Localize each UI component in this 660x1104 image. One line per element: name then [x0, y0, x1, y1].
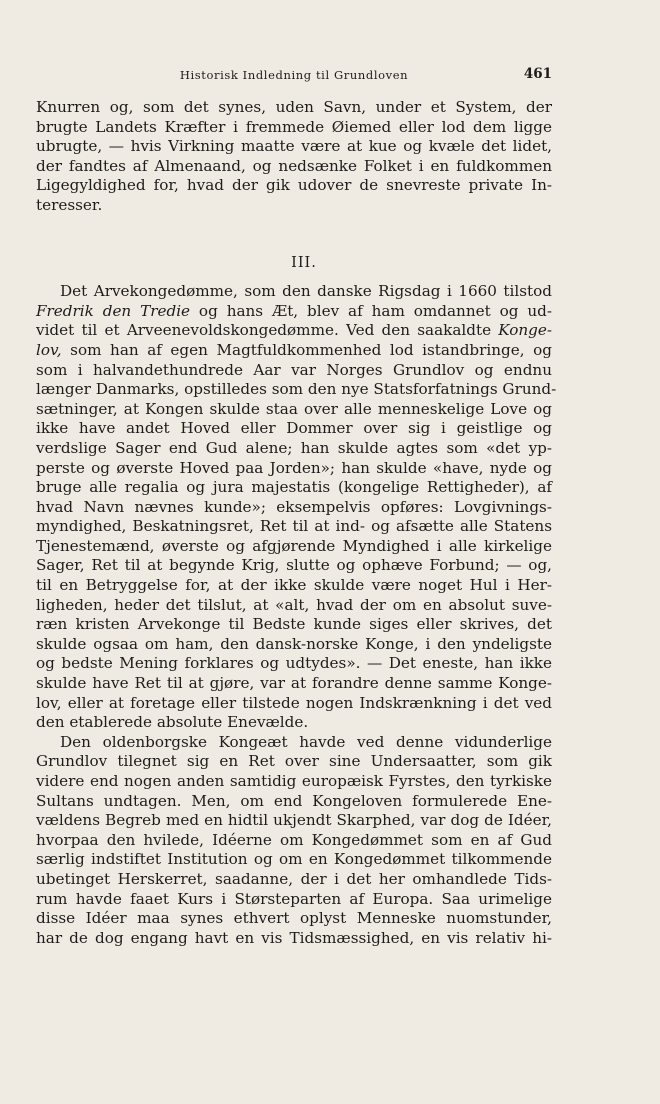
text-line: rum havde faaet Kurs i Størsteparten af Europa. Saa urimelige — [36, 889, 552, 908]
page-header — [36, 66, 552, 86]
body-text — [36, 98, 557, 948]
text-line: myndighed, Beskatningsret, Ret til at ind- og afsætte alle Statens — [36, 517, 552, 536]
text-line: Det Arvekongedømme, som den danske Rigsdag i 1660 tilstod — [60, 282, 552, 301]
section-heading: III. — [291, 254, 317, 271]
text-line: Sager, Ret til at begynde Krig, slutte og ophæve Forbund; — og, — [36, 556, 552, 575]
text-line: teresser. — [36, 195, 103, 214]
text-span: som han af egen Magtfuldkommenhed lod istandbringe, og — [61, 340, 552, 359]
paragraph-2 — [36, 282, 557, 733]
text-line: den etablerede absolute Enevælde. — [36, 713, 309, 732]
text-line: vældens Begreb med en hidtil ukjendt Skarphed, var dog de Idéer, — [36, 811, 552, 830]
text-line: ræn kristen Arvekonge til Bedste kunde siges eller skrives, det — [36, 615, 552, 634]
italic-term: Konge- — [498, 321, 552, 340]
italic-term: lov, — [36, 340, 62, 359]
text-line: sætninger, at Kongen skulde staa over alle menneskelige Love og — [36, 399, 552, 418]
text-line: brugte Landets Kræfter i fremmede Øiemed eller lod dem ligge — [36, 117, 552, 136]
text-line: verdslige Sager end Gud alene; han skulde agtes som «det yp- — [36, 438, 552, 457]
text-line — [36, 302, 552, 322]
text-line: hvorpaa den hvilede, Idéerne om Kongedømmet som en af Gud — [36, 830, 552, 849]
text-line: som i halvandethundrede Aar var Norges Grundlov og endnu — [36, 360, 552, 379]
page-number: 461 — [523, 66, 552, 82]
text-line: Grundlov tilegnet sig en Ret over sine Undersaatter, som gik — [36, 752, 552, 771]
text-span: og hans Æt, blev af ham omdannet og ud- — [190, 301, 552, 320]
text-line: til en Betryggelse for, at der ikke skulde være noget Hul i Her- — [36, 576, 552, 595]
text-span: videt til et Arveenevoldskongedømme. Ved den saakaldte — [36, 321, 499, 340]
text-line: skulde have Ret til at gjøre, var at forandre denne samme Konge- — [36, 674, 552, 693]
text-line — [36, 341, 552, 361]
text-line: lov, eller at foretage eller tilstede nogen Indskrænkning i det ved — [36, 693, 552, 712]
paragraph-3 — [36, 733, 552, 949]
text-line: Tjenestemænd, øverste og afgjørende Myndighed i alle kirkelige — [36, 536, 552, 555]
paragraph-1 — [36, 98, 552, 216]
text-line: Den oldenborgske Kongeæt havde ved denne vidunderlige — [60, 732, 552, 751]
text-line: Ligegyldighed for, hvad der gik udover de snevreste private In- — [36, 176, 552, 195]
text-line: perste og øverste Hoved paa Jorden»; han skulde «have, nyde og — [36, 458, 552, 477]
text-line: der fandtes af Almenaand, og nedsænke Folket i en fuldkommen — [36, 156, 552, 175]
text-line: ligheden, heder det tilslut, at «alt, hvad der om en absolut suve- — [36, 595, 552, 614]
text-line: Knurren og, som det synes, uden Savn, under et System, der — [36, 98, 552, 116]
text-line: ubrugte, — hvis Virkning maatte være at kue og kvæle det lidet, — [36, 137, 552, 156]
text-line: længer Danmarks, opstilledes som den nye Statsforfatnings Grund- — [36, 380, 557, 399]
text-line: bruge alle regalia og jura majestatis (kongelige Rettigheder), af — [36, 478, 552, 497]
text-line: disse Idéer maa synes ethvert oplyst Menneske nuomstunder, — [36, 909, 552, 928]
text-line: og bedste Mening forklares og udtydes». — Det eneste, han ikke — [36, 654, 552, 673]
italic-name: Fredrik den Tredie — [36, 301, 191, 320]
text-line: videre end nogen anden samtidig europæisk Fyrstes, den tyrkiske — [36, 772, 552, 790]
text-line: skulde ogsaa om ham, den dansk-norske Konge, i den yndeligste — [36, 634, 552, 653]
text-line: ubetinget Herskerret, saadanne, der i det her omhandlede Tids- — [36, 869, 552, 888]
text-line: Sultans undtagen. Men, om end Kongeloven formulerede Ene- — [36, 791, 552, 810]
text-line: ikke have andet Hoved eller Dommer over sig i geistlige og — [36, 419, 552, 438]
text-line: har de dog engang havt en vis Tidsmæssighed, en vis relativ hi- — [36, 928, 552, 947]
running-title: Historisk Indledning til Grundloven — [179, 68, 409, 82]
text-line: hvad Navn nævnes kunde»; eksempelvis opføres: Lovgivnings- — [36, 497, 552, 516]
text-line — [36, 321, 552, 341]
text-line: særlig indstiftet Institution og om en Kongedømmet tilkommende — [36, 850, 552, 869]
